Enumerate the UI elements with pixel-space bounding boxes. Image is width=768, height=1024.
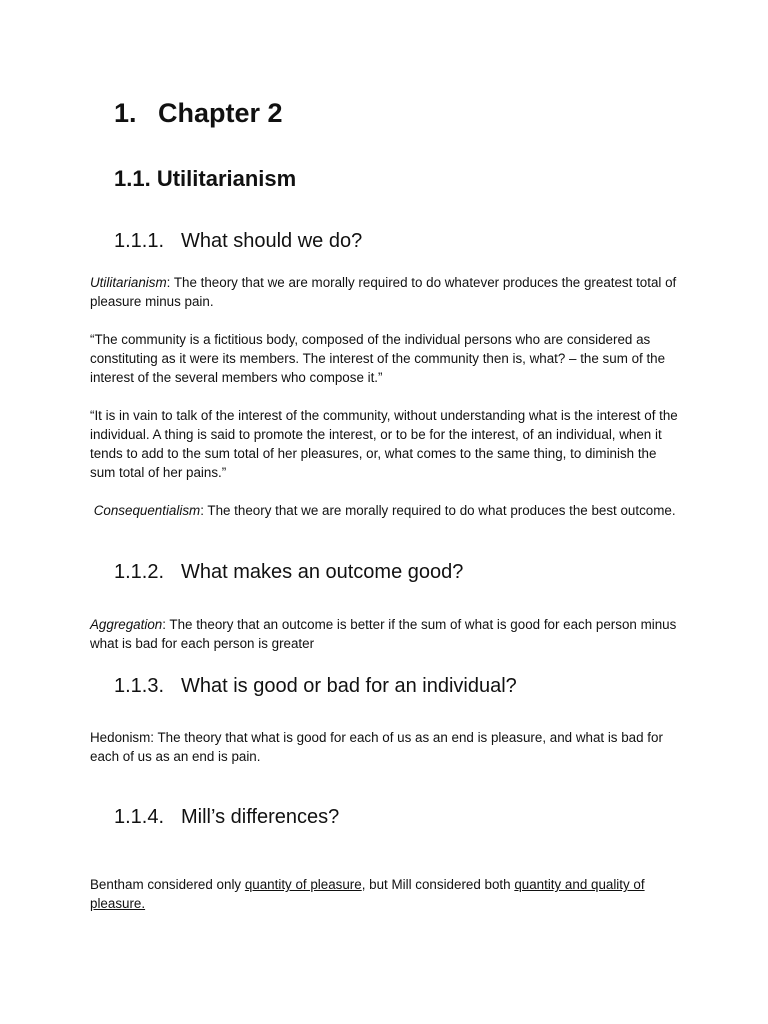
- utilitarianism-definition: [90, 273, 680, 311]
- definition-text: : The theory that we are morally required to do what produces the best outcome.: [200, 503, 676, 518]
- term-consequentialism: Consequentialism: [93, 503, 201, 518]
- chapter-number: 1.: [114, 98, 137, 128]
- subsection-heading-2: [114, 559, 463, 585]
- subsection-number: 1.1.2.: [114, 561, 165, 583]
- subsection-heading-3: [114, 673, 517, 699]
- quote-paragraph-1: “The community is a fictitious body, composed of the individual persons who are considered as constituting as it were its members. The interest of the community then is, what? – the sum of the interest of the several members who compose it.”: [90, 332, 666, 385]
- mill-text-part1: Bentham considered only: [90, 877, 245, 892]
- subsection-title: Mill’s differences?: [181, 806, 340, 828]
- hedonism-definition: Hedonism: The theory that what is good for each of us as an end is pleasure, and what is bad for each of us as an end is pain.: [90, 730, 663, 764]
- subsection-title: What makes an outcome good?: [181, 561, 464, 583]
- consequentialism-definition: [90, 501, 680, 520]
- subsection-heading-4: [114, 804, 339, 830]
- subsection-number: 1.1.3.: [114, 675, 165, 697]
- chapter-title: Chapter 2: [158, 98, 283, 128]
- underlined-quantity-of-pleasure: quantity of pleasure: [244, 877, 362, 892]
- underlined-quantity-and-quality: quantity and quality of pleasure.: [90, 877, 645, 911]
- subsection-number: 1.1.1.: [114, 230, 165, 252]
- section-heading: [114, 165, 296, 193]
- subsection-title: What is good or bad for an individual?: [181, 675, 517, 697]
- subsection-title: What should we do?: [181, 230, 363, 252]
- section-title: Utilitarianism: [156, 166, 297, 191]
- definition-text: : The theory that an outcome is better if the sum of what is good for each person minus what is bad for each person is greater: [90, 617, 677, 651]
- section-number: 1.1.: [114, 166, 151, 191]
- quote-paragraph-2: “It is in vain to talk of the interest of the community, without understanding what is the interest of the individual. A thing is said to promote the interest, or to be for the interest, of an individual, when it tends to add to the sum total of her pleasures, or, what comes to the same thing, to diminish the sum total of her pains.”: [90, 408, 678, 480]
- subsection-heading-1: [114, 228, 362, 254]
- mill-differences-paragraph: [90, 875, 680, 913]
- definition-text: : The theory that we are morally required to do whatever produces the greatest total of pleasure minus pain.: [90, 275, 677, 309]
- aggregation-definition: [90, 615, 680, 653]
- mill-text-part2: , but Mill considered both: [361, 877, 515, 892]
- term-aggregation: Aggregation: [90, 617, 163, 632]
- subsection-number: 1.1.4.: [114, 806, 165, 828]
- term-utilitarianism: Utilitarianism: [90, 275, 167, 290]
- chapter-heading: [114, 96, 283, 130]
